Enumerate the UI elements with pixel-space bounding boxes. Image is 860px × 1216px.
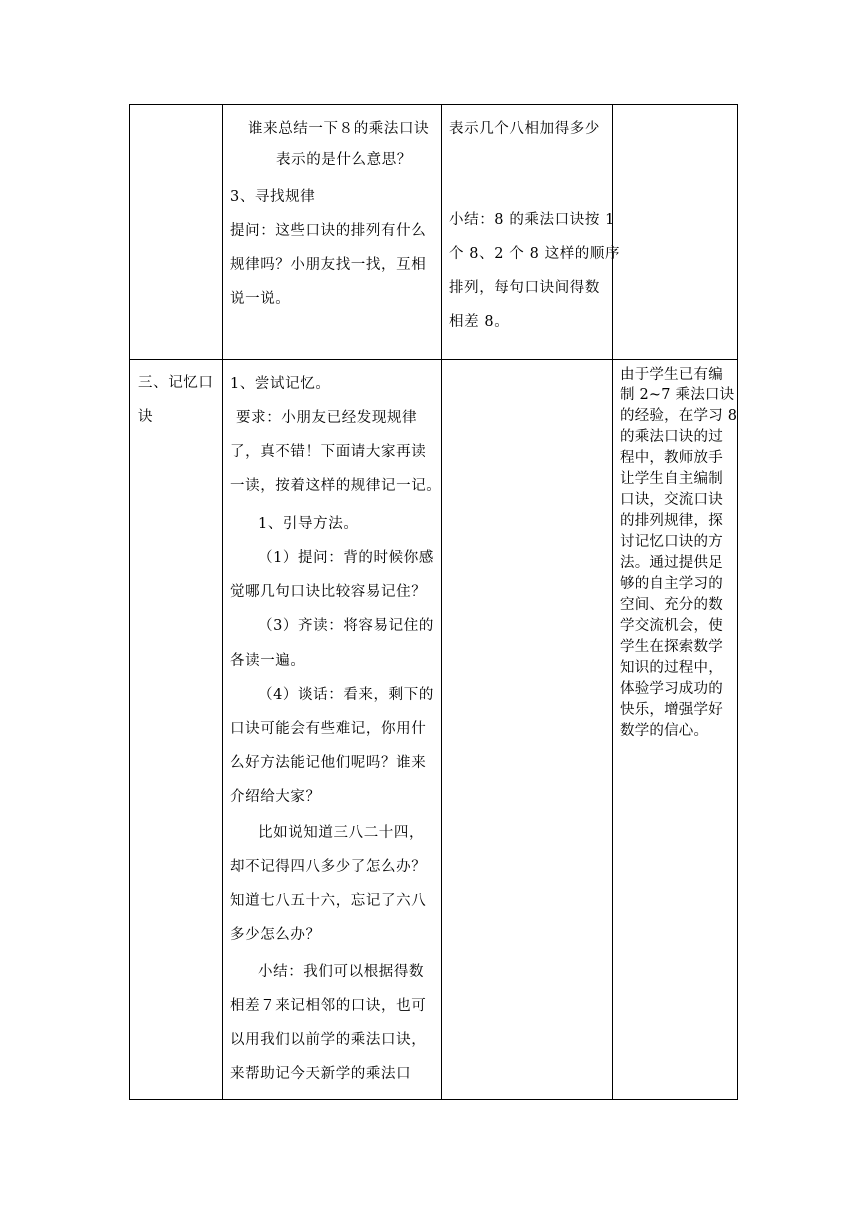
design-note-line: 学生在探索数学	[620, 639, 723, 655]
design-note-line: 程中，教师放手	[620, 450, 723, 466]
design-note-line: 够的自主学习的	[620, 576, 723, 592]
design-note-line: 快乐，增强学好	[620, 702, 723, 718]
row2-activity-line: 口诀可能会有些难记，你用什	[230, 721, 427, 737]
design-note-line: 法。通过提供足	[620, 555, 723, 571]
design-note-line: 制 2~7 乘法口诀	[620, 387, 735, 403]
row1-activity-line: 说一说。	[230, 291, 291, 307]
design-note-line: 体验学习成功的	[620, 681, 723, 697]
row2-activity-line: 1、尝试记忆。	[230, 376, 331, 392]
column-divider-2	[441, 105, 442, 1099]
row2-activity-line: 小结：我们可以根据得数	[258, 964, 425, 980]
design-note-line: 口诀，交流口诀	[620, 492, 723, 508]
row2-activity-line: 各读一遍。	[230, 653, 306, 669]
row2-activity-line: 比如说知道三八二十四，	[258, 825, 425, 841]
row2-activity-line: 相差７来记相邻的口诀，也可	[230, 998, 427, 1014]
row1-activity-line: 提问：这些口诀的排列有什么	[230, 223, 427, 239]
row2-activity-line: （3）齐读：将容易记住的	[258, 618, 434, 634]
stage-title-line: 诀	[138, 409, 154, 425]
column-divider-1	[222, 105, 223, 1099]
row2-activity-line: 多少怎么办？	[230, 927, 321, 943]
row1-activity-line: 规律吗？小朋友找一找，互相	[230, 257, 427, 273]
row2-activity-line: 1、引导方法。	[258, 516, 359, 532]
design-note-line: 讨记忆口诀的方	[620, 534, 723, 550]
row1-activity-line: 3、寻找规律	[230, 189, 316, 205]
row2-activity-line: 来帮助记今天新学的乘法口	[230, 1066, 412, 1082]
design-note-line: 由于学生已有编	[620, 367, 723, 383]
row2-activity-line: （4）谈话：看来，剩下的	[258, 687, 434, 703]
row1-activity-line: 表示的是什么意思？	[276, 152, 412, 168]
stage-title-line: 三、记忆口	[138, 375, 214, 391]
row1-student-line: 小结：8 的乘法口诀按 1	[449, 212, 615, 228]
row1-student-line: 表示几个八相加得多少	[449, 121, 600, 137]
design-note-line: 学交流机会，使	[620, 618, 723, 634]
row1-activity-line: 谁来总结一下８的乘法口诀	[248, 121, 430, 137]
row2-activity-line: 却不记得四八多少了怎么办？	[230, 859, 427, 875]
row-divider	[130, 359, 737, 360]
design-note-line: 让学生自主编制	[620, 471, 723, 487]
design-note-line: 的排列规律，探	[620, 513, 723, 529]
row2-activity-line: （1）提问：背的时候你感	[258, 550, 434, 566]
design-note-line: 知识的过程中，	[620, 660, 723, 676]
row2-activity-line: 要求：小朋友已经发现规律	[236, 410, 418, 426]
row1-student-line: 个 8、2 个 8 这样的顺序	[449, 246, 621, 262]
design-note-line: 的经验，在学习 8	[620, 408, 738, 424]
row2-activity-line: 知道七八五十六，忘记了六八	[230, 893, 427, 909]
row2-activity-line: 觉哪几句口诀比较容易记住？	[230, 584, 427, 600]
design-note-line: 的乘法口诀的过	[620, 429, 723, 445]
design-note-line: 数学的信心。	[620, 723, 709, 739]
row1-student-line: 相差 8。	[449, 314, 510, 330]
row2-activity-line: 一读，按着这样的规律记一记。	[230, 478, 442, 494]
row2-activity-line: 以用我们以前学的乘法口诀，	[230, 1032, 427, 1048]
row2-activity-line: 么好方法能记他们呢吗？谁来	[230, 755, 427, 771]
row2-activity-line: 介绍给大家？	[230, 789, 321, 805]
row2-activity-line: 了，真不错！下面请大家再读	[230, 444, 427, 460]
lesson-table	[129, 104, 738, 1100]
row1-student-line: 排列，每句口诀间得数	[449, 280, 600, 296]
design-note-line: 空间、充分的数	[620, 597, 723, 613]
